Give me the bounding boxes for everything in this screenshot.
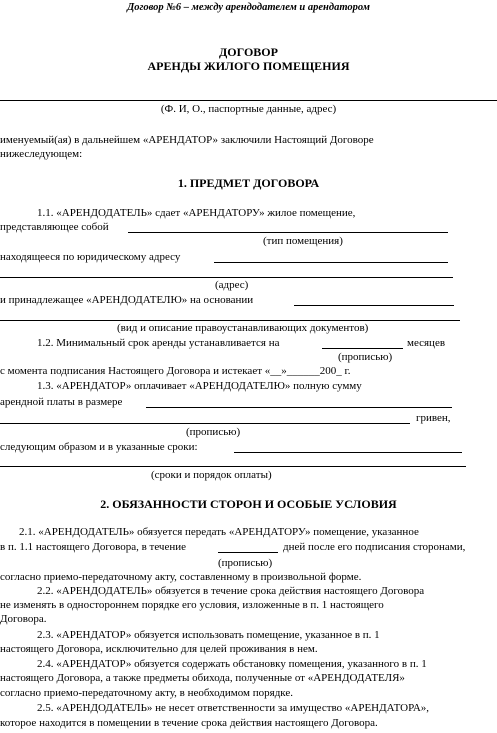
s2-p4-line3: согласно приемо-передаточному акту, в необходимом порядке. [0, 687, 293, 699]
fill-line-amount-2 [0, 423, 410, 424]
caption-words-2: (прописью) [186, 426, 241, 438]
fill-line-address-1 [214, 262, 448, 263]
document-title: ДОГОВОР [219, 45, 278, 59]
caption-words-3: (прописью) [218, 557, 273, 569]
s1-p1-line1: 1.1. «АРЕНДОДАТЕЛЬ» сдает «АРЕНДАТОРУ» жилое помещение, [37, 207, 356, 219]
intro-line-1: именуемый(ая) в дальнейшем «АРЕНДАТОР» заключили Настоящий Договоре [0, 134, 374, 146]
contract-header: Договор №6 – между арендодателем и арендатором [127, 2, 370, 13]
caption-type: (тип помещения) [263, 235, 343, 247]
s2-p3-line2: настоящего Договора, исключительно для целей проживания в нем. [0, 643, 318, 655]
s2-p3-line1: 2.3. «АРЕНДАТОР» обязуется использовать помещение, указанное в п. 1 [37, 629, 380, 641]
section-2-heading: 2. ОБЯЗАННОСТИ СТОРОН И ОСОБЫЕ УСЛОВИЯ [100, 497, 397, 511]
s2-p4-line1: 2.4. «АРЕНДАТОР» обязуется содержать обстановку помещения, указанного в п. 1 [37, 658, 427, 670]
s2-p4-line2: настоящего Договора, а также предметы обихода, полученные от «АРЕНДОДАТЕЛЯ» [0, 672, 405, 684]
s2-p2-line1: 2.2. «АРЕНДОДАТЕЛЬ» обязуется в течение срока действия настоящего Договора [37, 585, 425, 597]
section-1-heading: 1. ПРЕДМЕТ ДОГОВОРА [177, 176, 320, 190]
s1-located-at: находящееся по юридическому адресу [0, 251, 181, 263]
s1-p3-line2: арендной платы в размере [0, 396, 123, 408]
s2-p1-line3: согласно приемо-передаточному акту, составленному в произвольной форме. [0, 571, 362, 583]
document-subtitle: АРЕНДЫ ЖИЛОГО ПОМЕЩЕНИЯ [147, 59, 350, 73]
fill-line-months [322, 348, 403, 349]
caption-address: (адрес) [215, 279, 249, 291]
caption-fio: (Ф. И, О., паспортные данные, адрес) [160, 103, 337, 115]
fill-line-party [0, 100, 497, 101]
caption-words-1: (прописью) [338, 351, 393, 363]
fill-line-amount-1 [146, 407, 452, 408]
fill-line-terms-2 [0, 466, 466, 467]
s2-p1-line1: 2.1. «АРЕНДОДАТЕЛЬ» обязуется передать «АРЕНДАТОРУ» помещение, указанное [19, 526, 419, 538]
fill-line-type [128, 232, 448, 233]
s1-p3-line1: 1.3. «АРЕНДАТОР» оплачивает «АРЕНДОДАТЕЛЮ» полную сумму [37, 380, 362, 392]
fill-line-basis-1 [294, 305, 454, 306]
caption-terms: (сроки и порядок оплаты) [151, 469, 272, 481]
s2-p1-line2-b: дней после его подписания сторонами, [283, 541, 466, 553]
caption-docs: (вид и описание правоустанавливающих документов) [117, 322, 369, 334]
grivna-label: гривен, [416, 412, 451, 424]
s1-owned-by: и принадлежащее «АРЕНДОДАТЕЛЮ» на основании [0, 294, 254, 306]
fill-line-days [218, 552, 278, 553]
s1-p1-line2: представляющее собой [0, 221, 109, 233]
s1-p2-line2: с момента подписания Настоящего Договора и истекает «__»______200_ г. [0, 365, 351, 377]
fill-line-address-2 [0, 277, 453, 278]
fill-line-basis-2 [0, 320, 460, 321]
s2-p2-line2: не изменять в одностороннем порядке его условия, изложенные в п. 1 настоящего [0, 599, 384, 611]
s2-p5-line2: которое находится в помещении в течение срока действия настоящего Договора. [0, 717, 378, 729]
s1-p2-line1-b: месяцев [407, 337, 446, 349]
fill-line-terms-1 [234, 452, 462, 453]
s1-p2-line1-a: 1.2. Минимальный срок аренды устанавливается на [37, 337, 280, 349]
s1-p3-line4: следующим образом и в указанные сроки: [0, 441, 198, 453]
s2-p5-line1: 2.5. «АРЕНДОДАТЕЛЬ» не несет ответственности за имущество «АРЕНДАТОРА», [37, 702, 430, 714]
intro-line-2: нижеследующем: [0, 148, 83, 160]
s2-p1-line2-a: в п. 1.1 настоящего Договора, в течение [0, 541, 187, 553]
s2-p2-line3: Договора. [0, 613, 47, 625]
